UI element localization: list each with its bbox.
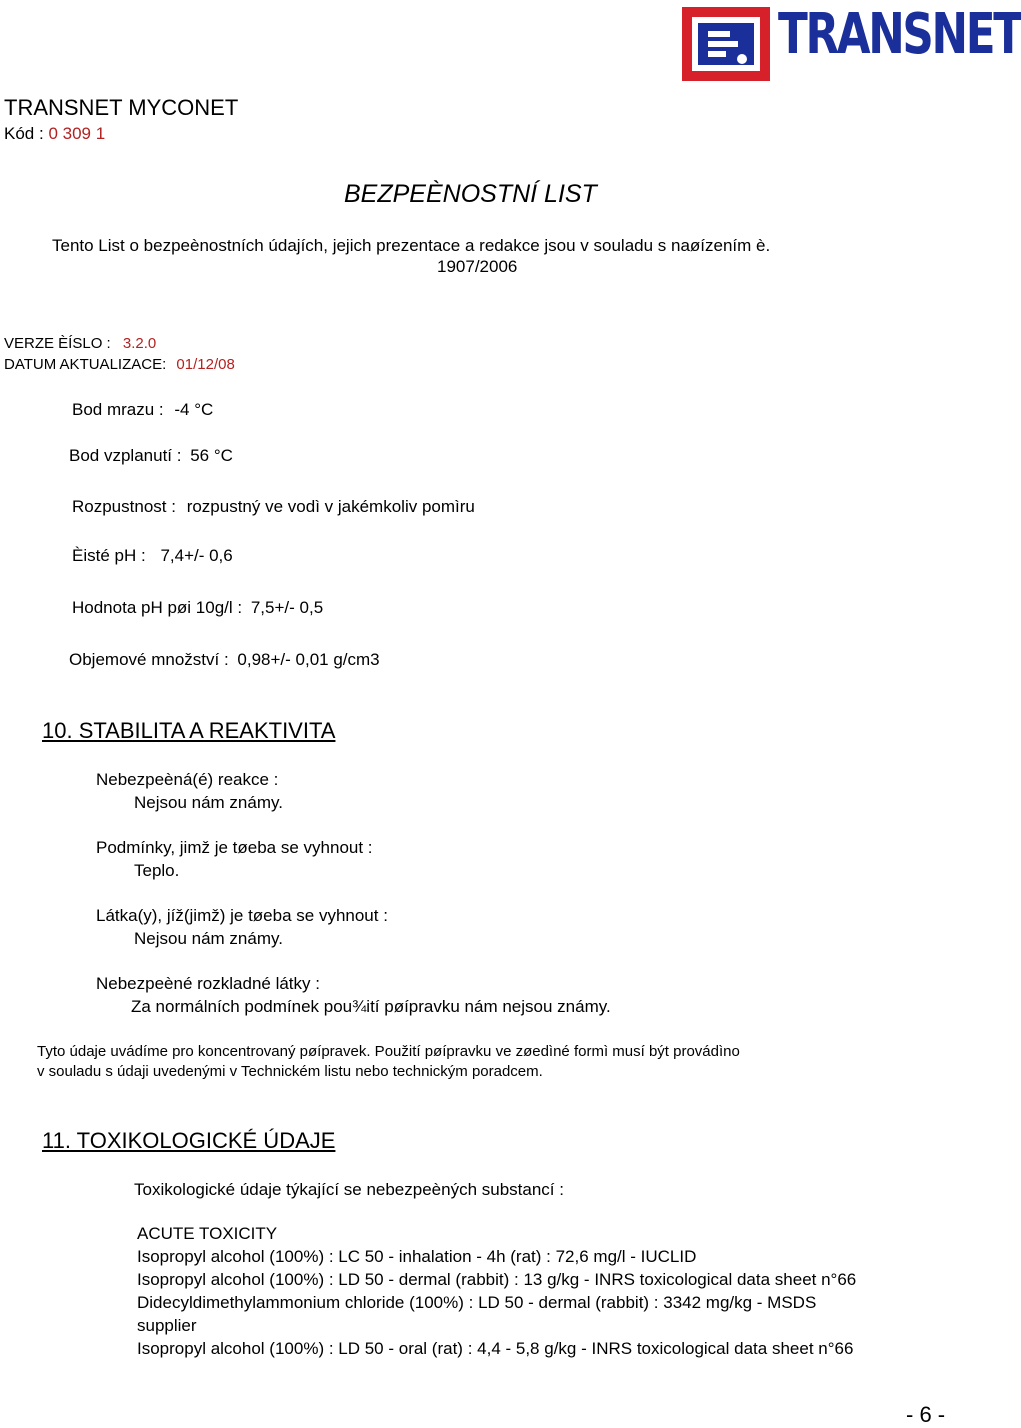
property-solubility: Rozpustnost : rozpustný ve vodì v jakémkoliv pomìru — [72, 497, 475, 516]
update-label: DATUM AKTUALIZACE: — [4, 356, 167, 373]
materials-to-avoid-value: Nejsou nám známy. — [134, 929, 283, 948]
materials-to-avoid-label: Látka(y), jíž(jimž) je tøeba se vyhnout : — [96, 906, 388, 925]
decomposition-products-label: Nebezpeèné rozkladné látky : — [96, 974, 320, 993]
regulation-line-1: Tento List o bezpeènostních údajích, jejich prezentace a redakce jsou v souladu s naøízením è. — [52, 236, 771, 255]
update-value: 01/12/08 — [176, 356, 235, 373]
section-10-heading: 10. STABILITA A REAKTIVITA — [42, 718, 336, 743]
transnet-logo — [682, 2, 1021, 83]
section-10-note-line-2: v souladu s údaji uvedenými v Technickém listu nebo technickým poradcem. — [37, 1063, 543, 1080]
property-freezing-point: Bod mrazu : -4 °C — [72, 400, 214, 419]
page-number: - 6 - — [906, 1402, 946, 1427]
section-11-heading: 11. TOXIKOLOGICKÉ ÚDAJE — [42, 1128, 336, 1153]
version-line — [4, 335, 156, 352]
toxicity-line: supplier — [137, 1316, 197, 1335]
toxicity-line: ACUTE TOXICITY — [137, 1224, 278, 1243]
logo-wordmark: TRANSNET — [778, 2, 1021, 67]
property-pure-ph: Èisté pH : 7,4+/- 0,6 — [72, 546, 233, 565]
product-code — [4, 124, 105, 144]
document-title: BEZPEÈNOSTNÍ LIST — [344, 180, 597, 208]
company-name: TRANSNET MYCONET — [4, 95, 239, 120]
update-line-clipped — [0, 356, 300, 373]
toxicity-line: Isopropyl alcohol (100%) : LC 50 - inhalation - 4h (rat) : 72,6 mg/l - IUCLID — [137, 1247, 697, 1266]
property-ph-solution: Hodnota pH pøi 10g/l : 7,5+/- 0,5 — [72, 598, 324, 617]
code-value: 0 309 1 — [48, 124, 106, 143]
section-11-subheading: Toxikologické údaje týkající se nebezpeèných substancí : — [134, 1180, 564, 1199]
decomposition-products-value: Za normálních podmínek pou¾ití pøípravku nám nejsou známy. — [131, 997, 611, 1016]
version-label: VERZE ÈÍSLO : — [4, 335, 111, 352]
toxicity-line: Didecyldimethylammonium chloride (100%) : LD 50 - dermal (rabbit) : 3342 mg/kg - MSDS — [137, 1293, 817, 1312]
regulation-line-2: 1907/2006 — [437, 257, 518, 276]
property-flash-point: Bod vzplanutí : 56 °C — [69, 446, 233, 465]
hazardous-reactions-label: Nebezpeèná(é) reakce : — [96, 770, 279, 789]
section-10-note-line-1: Tyto údaje uvádíme pro koncentrovaný pøípravek. Použití pøípravku ve zøedìné formì musí být provádìno — [37, 1043, 740, 1060]
conditions-to-avoid-label: Podmínky, jimž je tøeba se vyhnout : — [96, 838, 373, 857]
toxicity-line: Isopropyl alcohol (100%) : LD 50 - dermal (rabbit) : 13 g/kg - INRS toxicological data sheet n°66 — [137, 1270, 857, 1289]
toxicity-line: Isopropyl alcohol (100%) : LD 50 - oral (rat) : 4,4 - 5,8 g/kg - INRS toxicological data sheet n°66 — [137, 1339, 854, 1358]
conditions-to-avoid-value: Teplo. — [134, 861, 180, 880]
version-value: 3.2.0 — [122, 335, 157, 352]
code-label: Kód : — [4, 124, 44, 143]
property-density: Objemové množství : 0,98+/- 0,01 g/cm3 — [69, 650, 380, 669]
logo-emblem-icon — [682, 5, 778, 83]
hazardous-reactions-value: Nejsou nám známy. — [134, 793, 283, 812]
